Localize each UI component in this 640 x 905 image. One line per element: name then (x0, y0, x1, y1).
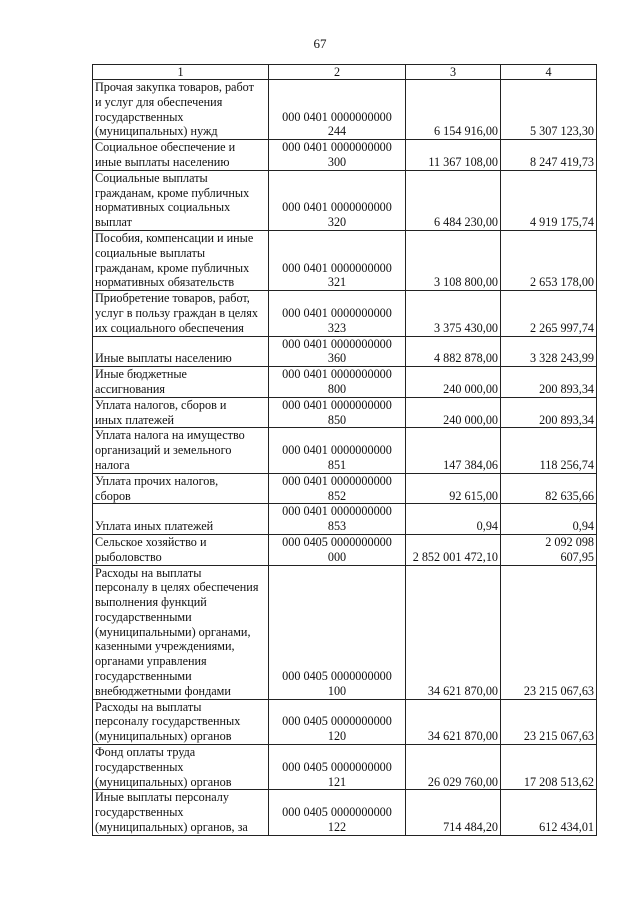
page-number: 67 (313, 36, 327, 51)
table-row (93, 80, 597, 140)
table-row (93, 473, 597, 504)
row-code-cell: 000 0401 0000000000 320 (269, 170, 406, 230)
row-executed-value-cell: 2 092 098 607,95 (501, 534, 597, 565)
row-code-cell: 000 0401 0000000000 851 (269, 428, 406, 473)
row-planned-value-cell: 4 882 878,00 (406, 336, 501, 367)
column-header-3: 3 (406, 65, 501, 80)
row-planned-value-cell: 92 615,00 (406, 473, 501, 504)
row-executed-value-cell: 200 893,34 (501, 367, 597, 398)
row-name-cell: Пособия, компенсации и иные социальные выплаты гражданам, кроме публичных нормативных обязательств (93, 230, 269, 290)
row-executed-value-cell: 118 256,74 (501, 428, 597, 473)
row-planned-value-cell: 2 852 001 472,10 (406, 534, 501, 565)
row-code-cell: 000 0401 0000000000 853 (269, 504, 406, 535)
row-planned-value-cell: 3 108 800,00 (406, 230, 501, 290)
row-planned-value-cell: 3 375 430,00 (406, 291, 501, 336)
row-planned-value-cell: 0,94 (406, 504, 501, 535)
row-code-cell: 000 0405 0000000000 000 (269, 534, 406, 565)
row-planned-value-cell: 26 029 760,00 (406, 745, 501, 790)
row-executed-value-cell: 82 635,66 (501, 473, 597, 504)
row-code-cell: 000 0405 0000000000 121 (269, 745, 406, 790)
column-header-2: 2 (269, 65, 406, 80)
table-row (93, 790, 597, 835)
table-row (93, 565, 597, 699)
row-executed-value-cell: 2 653 178,00 (501, 230, 597, 290)
row-code-cell: 000 0401 0000000000 360 (269, 336, 406, 367)
row-executed-value-cell: 23 215 067,63 (501, 565, 597, 699)
row-code-cell: 000 0401 0000000000 321 (269, 230, 406, 290)
header-row (93, 65, 597, 80)
row-code-cell: 000 0401 0000000000 300 (269, 140, 406, 171)
row-planned-value-cell: 6 484 230,00 (406, 170, 501, 230)
table-row (93, 336, 597, 367)
row-code-cell: 000 0405 0000000000 122 (269, 790, 406, 835)
row-planned-value-cell: 6 154 916,00 (406, 80, 501, 140)
row-code-cell: 000 0401 0000000000 244 (269, 80, 406, 140)
row-name-cell: Социальные выплаты гражданам, кроме публичных нормативных социальных выплат (93, 170, 269, 230)
row-code-cell: 000 0401 0000000000 850 (269, 397, 406, 428)
row-executed-value-cell: 3 328 243,99 (501, 336, 597, 367)
row-code-cell: 000 0401 0000000000 323 (269, 291, 406, 336)
table-row (93, 140, 597, 171)
table-row (93, 367, 597, 398)
row-name-cell: Уплата иных платежей (93, 504, 269, 535)
row-executed-value-cell: 612 434,01 (501, 790, 597, 835)
table-row (93, 170, 597, 230)
row-name-cell: Приобретение товаров, работ, услуг в пользу граждан в целях их социального обеспечения (93, 291, 269, 336)
row-name-cell: Уплата налогов, сборов и иных платежей (93, 397, 269, 428)
row-executed-value-cell: 8 247 419,73 (501, 140, 597, 171)
column-header-4: 4 (501, 65, 597, 80)
row-name-cell: Иные бюджетные ассигнования (93, 367, 269, 398)
row-name-cell: Уплата прочих налогов, сборов (93, 473, 269, 504)
table-row (93, 291, 597, 336)
row-code-cell: 000 0401 0000000000 800 (269, 367, 406, 398)
row-planned-value-cell: 11 367 108,00 (406, 140, 501, 171)
table-row (93, 504, 597, 535)
table-row (93, 397, 597, 428)
row-planned-value-cell: 34 621 870,00 (406, 565, 501, 699)
row-name-cell: Иные выплаты населению (93, 336, 269, 367)
table-row (93, 699, 597, 744)
row-name-cell: Уплата налога на имущество организаций и земельного налога (93, 428, 269, 473)
row-code-cell: 000 0405 0000000000 120 (269, 699, 406, 744)
row-name-cell: Фонд оплаты труда государственных (муниципальных) органов (93, 745, 269, 790)
row-name-cell: Иные выплаты персоналу государственных (муниципальных) органов, за (93, 790, 269, 835)
row-planned-value-cell: 714 484,20 (406, 790, 501, 835)
table-row (93, 428, 597, 473)
row-name-cell: Прочая закупка товаров, работ и услуг для обеспечения государственных (муниципальных) нужд (93, 80, 269, 140)
row-planned-value-cell: 240 000,00 (406, 397, 501, 428)
table-row (93, 745, 597, 790)
row-name-cell: Расходы на выплаты персоналу в целях обеспечения выполнения функций государственными (муниципальными) органами, казенными учреждениями, органами управления государственными внебюджетными фондами (93, 565, 269, 699)
row-name-cell: Сельское хозяйство и рыболовство (93, 534, 269, 565)
row-planned-value-cell: 34 621 870,00 (406, 699, 501, 744)
row-code-cell: 000 0401 0000000000 852 (269, 473, 406, 504)
row-executed-value-cell: 5 307 123,30 (501, 80, 597, 140)
row-planned-value-cell: 147 384,06 (406, 428, 501, 473)
row-planned-value-cell: 240 000,00 (406, 367, 501, 398)
row-executed-value-cell: 0,94 (501, 504, 597, 535)
row-name-cell: Социальное обеспечение и иные выплаты населению (93, 140, 269, 171)
column-header-1: 1 (93, 65, 269, 80)
table-row (93, 230, 597, 290)
row-executed-value-cell: 2 265 997,74 (501, 291, 597, 336)
row-code-cell: 000 0405 0000000000 100 (269, 565, 406, 699)
row-executed-value-cell: 17 208 513,62 (501, 745, 597, 790)
table-row (93, 534, 597, 565)
row-executed-value-cell: 200 893,34 (501, 397, 597, 428)
row-name-cell: Расходы на выплаты персоналу государственных (муниципальных) органов (93, 699, 269, 744)
row-executed-value-cell: 4 919 175,74 (501, 170, 597, 230)
row-executed-value-cell: 23 215 067,63 (501, 699, 597, 744)
budget-table (92, 64, 597, 836)
